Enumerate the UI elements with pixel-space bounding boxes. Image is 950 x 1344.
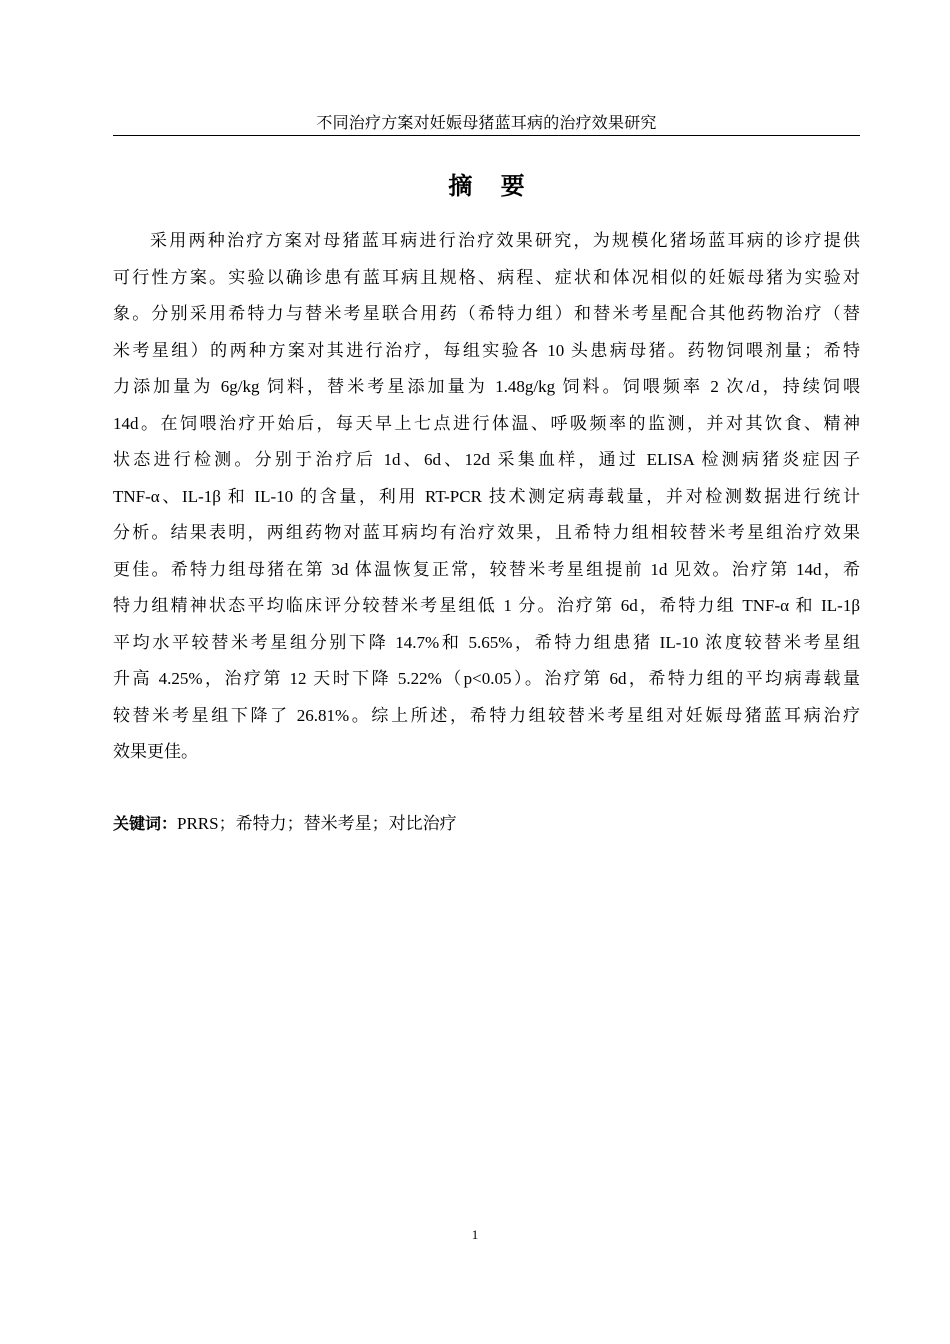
abstract-line: 更佳。希特力组母猪在第 3d 体温恢复正常，较替米考星组提前 1d 见效。治疗第 14d，希 bbox=[113, 559, 860, 579]
abstract-line: TNF-α、IL-1β 和 IL-10 的含量，利用 RT-PCR 技术测定病毒载量，并对检测数据进行统计 bbox=[113, 486, 860, 506]
running-header-title: 不同治疗方案对妊娠母猪蓝耳病的治疗效果研究 bbox=[316, 115, 657, 132]
abstract-line: 14d。在饲喂治疗开始后，每天早上七点进行体温、呼吸频率的监测，并对其饮食、精神 bbox=[113, 413, 860, 433]
abstract-line: 力添加量为 6g/kg 饲料，替米考星添加量为 1.48g/kg 饲料。饲喂频率 2 次/d，持续饲喂 bbox=[113, 377, 860, 396]
abstract-line: 特力组精神状态平均临床评分较替米考星组低 1 分。治疗第 6d，希特力组 TNF-α 和 IL-1β bbox=[113, 596, 860, 615]
abstract-line: 升高 4.25%，治疗第 12 天时下降 5.22%（p<0.05）。治疗第 6d，希特力组的平均病毒载量 bbox=[113, 669, 860, 688]
abstract-line: 象。分别采用希特力与替米考星联合用药（希特力组）和替米考星配合其他药物治疗（替 bbox=[113, 304, 860, 323]
abstract-line: 采用两种治疗方案对母猪蓝耳病进行治疗效果研究，为规模化猪场蓝耳病的诊疗提供 bbox=[150, 231, 860, 250]
keywords-line bbox=[113, 806, 860, 842]
abstract-line: 效果更佳。 bbox=[113, 742, 198, 761]
abstract-line: 分析。结果表明，两组药物对蓝耳病均有治疗效果，且希特力组相较替米考星组治疗效果 bbox=[113, 523, 860, 542]
abstract-line: 较替米考星组下降了 26.81%。综上所述，希特力组较替米考星组对妊娠母猪蓝耳病治疗 bbox=[113, 705, 860, 725]
keywords-label: 关键词： bbox=[113, 814, 178, 833]
page-number: 1 bbox=[471, 1227, 479, 1242]
header-rule bbox=[113, 135, 860, 136]
keywords-text: PRRS；希特力；替米考星；对比治疗 bbox=[177, 814, 457, 833]
abstract-line: 可行性方案。实验以确诊患有蓝耳病且规格、病程、症状和体况相似的妊娠母猪为实验对 bbox=[113, 267, 860, 287]
abstract-line: 米考星组）的两种方案对其进行治疗，每组实验各 10 头患病母猪。药物饲喂剂量；希特 bbox=[113, 340, 860, 360]
abstract-heading: 摘 要 bbox=[448, 172, 535, 200]
abstract-line: 状态进行检测。分别于治疗后 1d、6d、12d 采集血样，通过 ELISA 检测病猪炎症因子 bbox=[113, 450, 860, 469]
abstract-body bbox=[113, 223, 860, 771]
abstract-line: 平均水平较替米考星组分别下降 14.7%和 5.65%，希特力组患猪 IL-10 浓度较替米考星组 bbox=[113, 632, 860, 652]
